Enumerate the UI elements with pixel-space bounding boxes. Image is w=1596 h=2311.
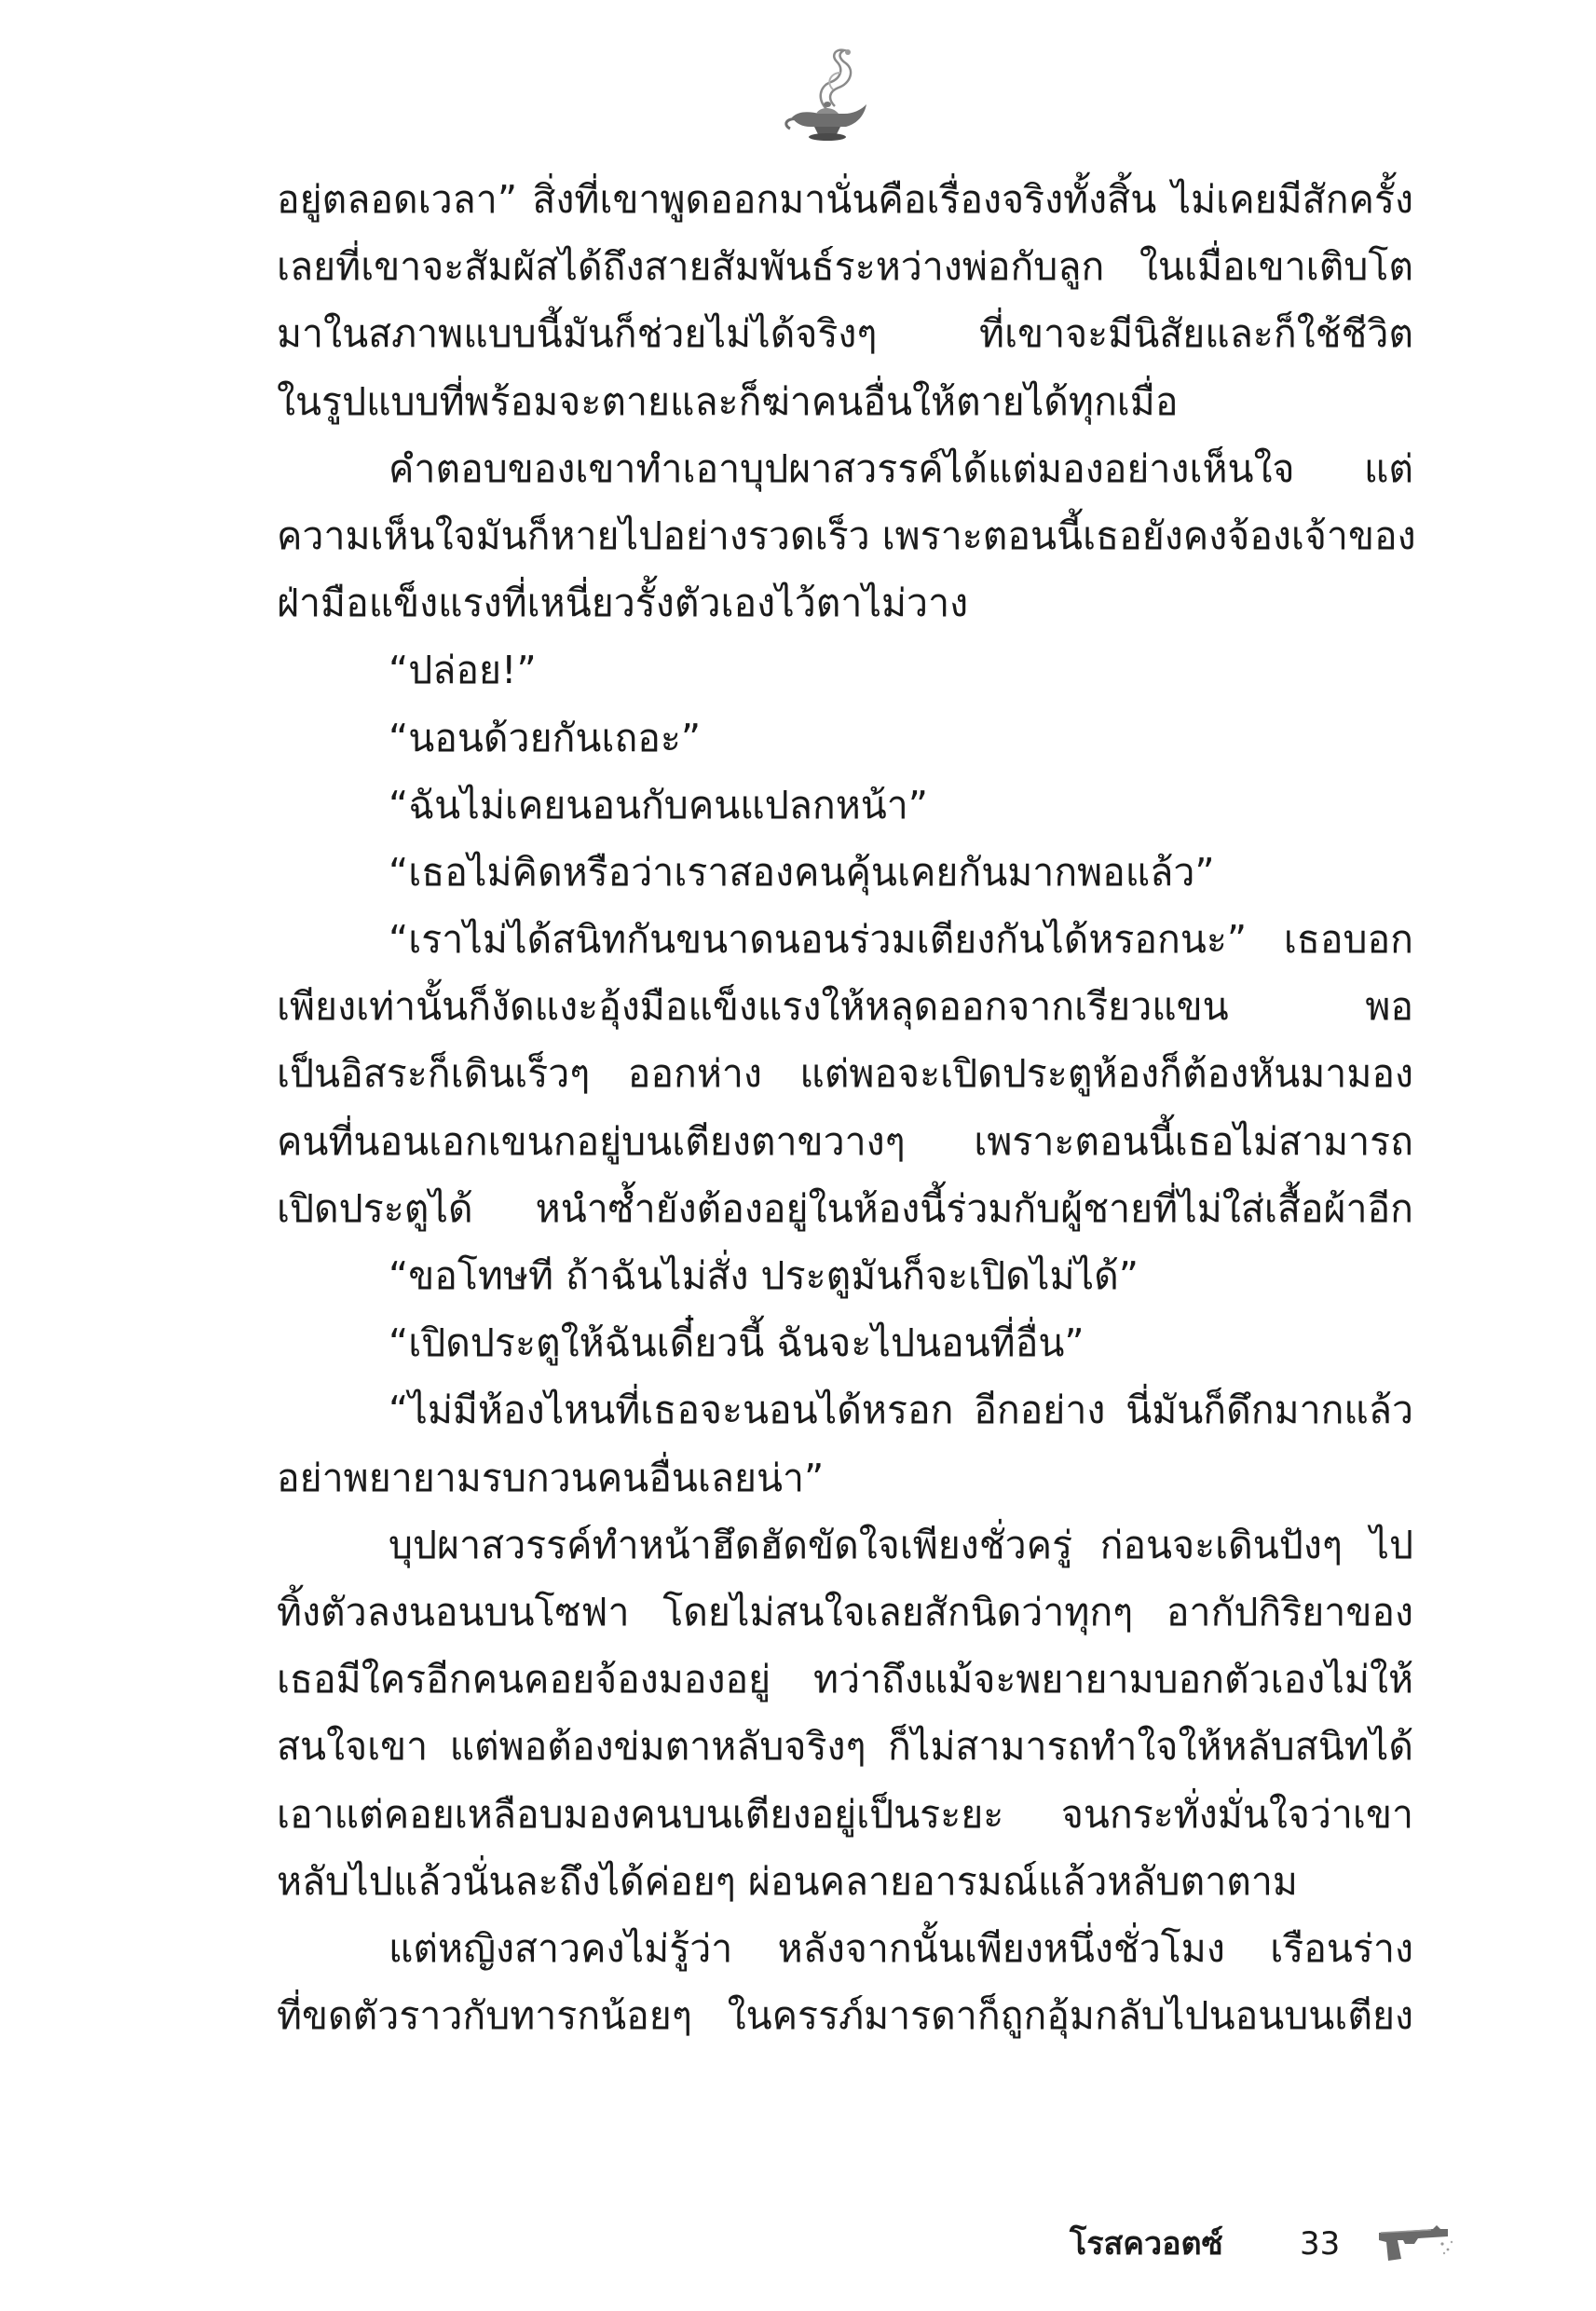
text-line: มาในสภาพแบบนี้มันก็ช่วยไม่ได้จริงๆ ที่เขาจะมีนิสัยและก็ใช้ชีวิต bbox=[277, 311, 1413, 357]
dialogue-line: “ขอโทษที ถ้าฉันไม่สั่ง ประตูมันก็จะเปิดไม่ได้” bbox=[389, 1253, 1139, 1298]
text-line: คำตอบของเขาทำเอาบุปผาสวรรค์ได้แต่มองอย่างเห็นใจ แต่ bbox=[389, 445, 1413, 491]
text-line: ในรูปแบบที่พร้อมจะตายและก็ฆ่าคนอื่นให้ตายได้ทุกเมื่อ bbox=[277, 378, 1179, 424]
text-line: แต่หญิงสาวคงไม่รู้ว่า หลังจากนั้นเพียงหนึ่งชั่วโมง เรือนร่าง bbox=[389, 1925, 1413, 1971]
magic-lamp-icon bbox=[779, 45, 872, 147]
dialogue-line: “เธอไม่คิดหรือว่าเราสองคนคุ้นเคยกันมากพอแล้ว” bbox=[389, 849, 1215, 895]
text-line: เป็นอิสระก็เดินเร็วๆ ออกห่าง แต่พอจะเปิดประตูห้องก็ต้องหันมามอง bbox=[277, 1051, 1413, 1097]
text-line: สนใจเขา แต่พอต้องข่มตาหลับจริงๆ ก็ไม่สามารถทำใจให้หลับสนิทได้ bbox=[277, 1724, 1413, 1770]
body-text bbox=[277, 166, 1416, 2049]
dialogue-line: “ปล่อย!” bbox=[389, 648, 537, 693]
text-line: เอาแต่คอยเหลือบมองคนบนเตียงอยู่เป็นระยะ จนกระทั่งมั่นใจว่าเขา bbox=[277, 1791, 1413, 1837]
pistol-icon bbox=[1377, 2222, 1455, 2263]
text-line: บุปผาสวรรค์ทำหน้าฮึดฮัดขัดใจเพียงชั่วครู่ ก่อนจะเดินปังๆ ไป bbox=[389, 1522, 1413, 1567]
dialogue-line: “นอนด้วยกันเถอะ” bbox=[389, 715, 702, 760]
text-line: คนที่นอนเอกเขนกอยู่บนเตียงตาขวางๆ เพราะตอนนี้เธอไม่สามารถ bbox=[277, 1118, 1413, 1164]
running-title: โรสควอตซ์ bbox=[1070, 2225, 1223, 2263]
text-line: อยู่ตลอดเวลา” สิ่งที่เขาพูดออกมานั่นคือเรื่องจริงทั้งสิ้น ไม่เคยมีสักครั้ง bbox=[277, 177, 1413, 222]
text-line: ฝ่ามือแข็งแรงที่เหนี่ยวรั้งตัวเองไว้ตาไม่วาง bbox=[277, 581, 969, 626]
page-number: 33 bbox=[1300, 2225, 1341, 2263]
text-line: อย่าพยายามรบกวนคนอื่นเลยน่า” bbox=[277, 1455, 825, 1500]
dialogue-line: “ไม่มีห้องไหนที่เธอจะนอนได้หรอก อีกอย่าง นี่มันก็ดึกมากแล้ว bbox=[389, 1388, 1413, 1433]
dialogue-line: “ฉันไม่เคยนอนกับคนแปลกหน้า” bbox=[389, 782, 929, 827]
text-line: หลับไปแล้วนั่นละถึงได้ค่อยๆ ผ่อนคลายอารมณ์แล้วหลับตาตาม bbox=[277, 1858, 1298, 1904]
text-line: ที่ขดตัวราวกับทารกน้อยๆ ในครรภ์มารดาก็ถูกอุ้มกลับไปนอนบนเตียง bbox=[277, 1993, 1413, 2039]
text-line: เพียงเท่านั้นก็งัดแงะอุ้งมือแข็งแรงให้หลุดออกจากเรียวแขน พอ bbox=[277, 984, 1413, 1030]
text-line: เธอมีใครอีกคนคอยจ้องมองอยู่ ทว่าถึงแม้จะพยายามบอกตัวเองไม่ให้ bbox=[277, 1657, 1413, 1702]
dialogue-line: “เราไม่ได้สนิทกันขนาดนอนร่วมเตียงกันได้หรอกนะ” เธอบอก bbox=[389, 917, 1413, 963]
text-line: เลยที่เขาจะสัมผัสได้ถึงสายสัมพันธ์ระหว่างพ่อกับลูก ในเมื่อเขาเติบโต bbox=[277, 244, 1413, 290]
text-line: ความเห็นใจมันก็หายไปอย่างรวดเร็ว เพราะตอนนี้เธอยังคงจ้องเจ้าของ bbox=[277, 513, 1416, 558]
text-line: เปิดประตูได้ หนำซ้ำยังต้องอยู่ในห้องนี้ร่วมกับผู้ชายที่ไม่ใส่เสื้อผ้าอีก bbox=[277, 1185, 1413, 1231]
dialogue-line: “เปิดประตูให้ฉันเดี๋ยวนี้ ฉันจะไปนอนที่อื่น” bbox=[389, 1320, 1084, 1366]
page-footer bbox=[0, 2216, 1596, 2272]
text-line: ทิ้งตัวลงนอนบนโซฟา โดยไม่สนใจเลยสักนิดว่าทุกๆ อากัปกิริยาของ bbox=[277, 1589, 1413, 1634]
